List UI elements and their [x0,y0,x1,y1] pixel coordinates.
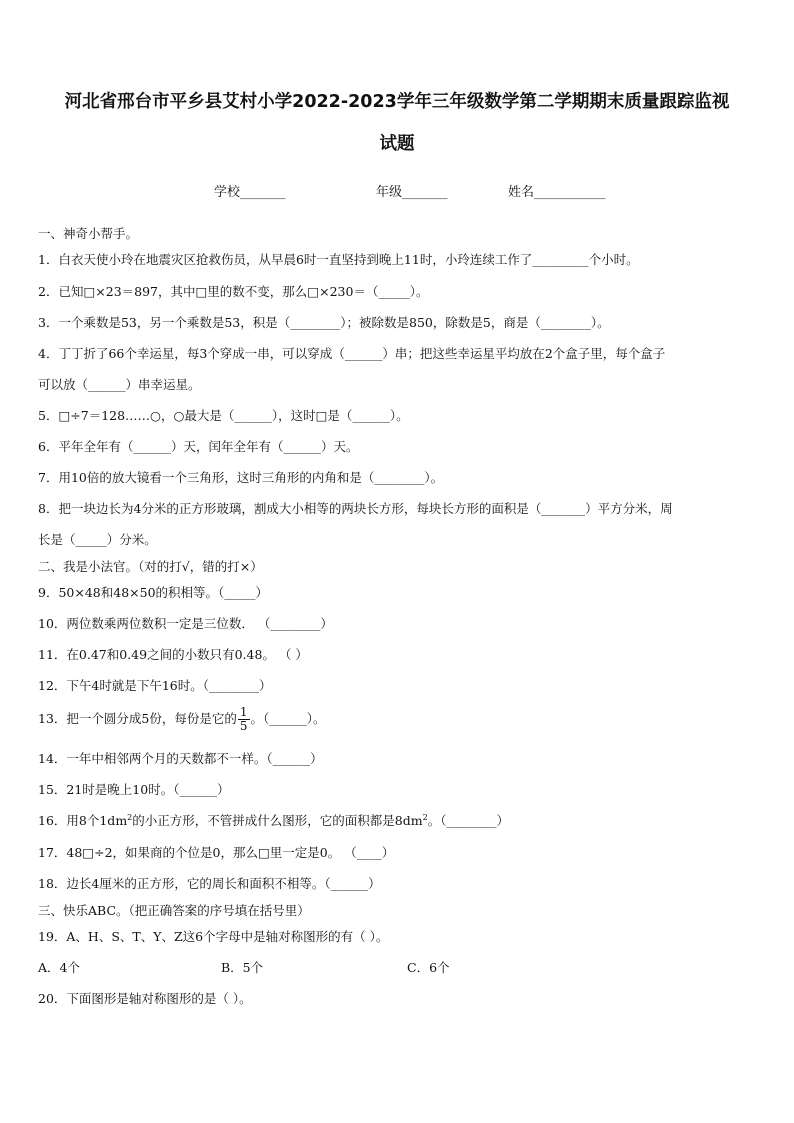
question-8-continued: 长是（_____）分米。 [38,532,157,547]
question-13-answer: 。（______）。 [250,711,326,726]
question-16-middle: 的小正方形，不管拼成什么图形，它的面积都是 [132,813,395,828]
question-20: 20．下面图形是轴对称图形的是（ ）。 [38,991,252,1006]
question-12: 12．下午4时就是下午16时。（________） [38,678,272,693]
question-4: 4．丁丁折了66个幸运星，每3个穿成一串，可以穿成（______）串；把这些幸运星平均放在2个盒子里，每个盒子 [38,346,666,361]
question-4-continued: 可以放（______）串幸运星。 [38,377,201,392]
unit-exponent: 2 [422,812,428,822]
option-a: A．4个 [38,960,80,975]
fraction-one-fifth [238,706,250,733]
grade-field: 年级_______ [376,185,448,200]
question-10: 10．两位数乘两位数积一定是三位数． （________） [38,616,333,631]
unit-8dm: 8dm [394,813,423,828]
question-16-text: 16．用8个 [38,813,100,828]
fraction-denominator: 5 [239,719,248,733]
question-19: 19．A、H、S、T、Y、Z这6个字母中是轴对称图形的有（ ）。 [38,929,389,944]
section-heading-1: 一、神奇小帮手。 [38,226,139,241]
question-8: 8．把一块边长为4分米的正方形玻璃，割成大小相等的两块长方形，每块长方形的面积是（_______）平方分米，周 [38,501,673,516]
question-17: 17．48□÷2，如果商的个位是0，那么□里一定是0。 （____） [38,845,395,860]
question-5: 5．□÷7＝128……○，○最大是（______），这时□是（______）。 [38,408,409,423]
section-heading-3: 三、快乐ABC。（把正确答案的序号填在括号里） [38,903,310,918]
question-13 [38,706,326,733]
question-11: 11．在0.47和0.49之间的小数只有0.48。 （ ） [38,647,308,662]
page-title-continued: 试题 [379,134,415,154]
unit-1dm: 1dm [99,813,128,828]
option-c: C．6个 [407,960,450,975]
question-3: 3．一个乘数是53，另一个乘数是53，积是（________）；被除数是850，除数是5，商是（________）。 [38,315,610,330]
question-14: 14．一年中相邻两个月的天数都不一样。（______） [38,751,323,766]
section-heading-2: 二、我是小法官。（对的打√，错的打×） [38,559,263,574]
question-6: 6．平年全年有（______）天，闰年全年有（______）天。 [38,439,359,454]
question-13-text: 13．把一个圆分成5份，每份是它的 [38,711,237,726]
question-16-answer: 。（________） [427,813,509,828]
question-1: 1．白衣天使小玲在地震灾区抢救伤员，从早晨6时一直坚持到晚上11时，小玲连续工作了_________个小时。 [38,252,639,267]
question-7: 7．用10倍的放大镜看一个三角形，这时三角形的内角和是（________）。 [38,470,444,485]
question-2: 2．已知□×23＝897，其中□里的数不变，那么□×230＝（_____）。 [38,284,429,299]
question-15: 15．21时是晚上10时。（______） [38,782,230,797]
question-9: 9．50×48和48×50的积相等。（_____） [38,585,269,600]
page-title: 河北省邢台市平乡县艾村小学2022-2023学年三年级数学第二学期期末质量跟踪监视 [64,92,730,112]
question-16 [38,811,509,829]
name-field: 姓名___________ [508,185,606,200]
question-18: 18．边长4厘米的正方形，它的周长和面积不相等。（______） [38,876,381,891]
unit-exponent: 2 [127,812,133,822]
option-b: B．5个 [221,960,264,975]
fraction-numerator: 1 [239,705,248,719]
school-field: 学校_______ [214,185,286,200]
